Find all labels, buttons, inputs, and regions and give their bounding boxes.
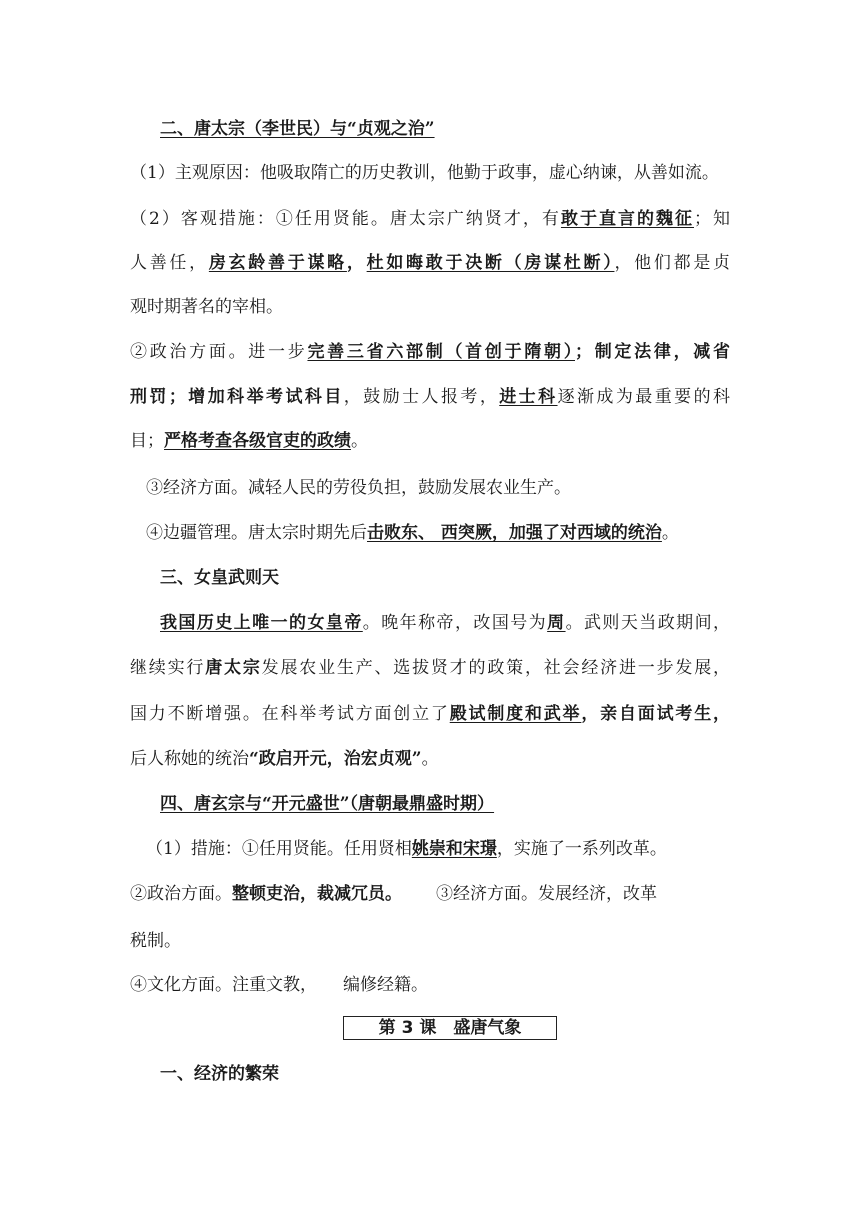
wu-zetian-line-2: 继续实行唐太宗发展农业生产、选拔贤才的政策，社会经济进一步发展， <box>130 658 731 678</box>
section-2-heading: 二、唐太宗（李世民）与“贞观之治” <box>160 119 435 139</box>
xuanzong-measure-3: 税制。 <box>130 931 181 951</box>
measure-1-line-3: 观时期著名的宰相。 <box>130 297 283 317</box>
measure-4: ④边疆管理。唐太宗时期先后击败东、 西突厥，加强了对西域的统治。 <box>146 523 679 543</box>
lesson-3-title: 第 3 课 盛唐气象 <box>343 1016 557 1040</box>
wu-zetian-line-1: 我国历史上唯一的女皇帝。晚年称帝，改国号为周。武则天当政期间， <box>160 613 731 633</box>
measure-2-line-2: 刑罚；增加科举考试科目，鼓励士人报考，进士科逐渐成为最重要的科 <box>130 387 731 407</box>
section-3-heading: 三、女皇武则天 <box>160 568 279 588</box>
wu-zetian-line-4: 后人称她的统治“政启开元，治宏贞观”。 <box>130 749 439 769</box>
measure-1-line-2: 人善任，房玄龄善于谋略，杜如晦敢于决断（房谋杜断），他们都是贞 <box>130 253 731 273</box>
lesson-3-subheading: 一、经济的繁荣 <box>160 1064 279 1084</box>
xuanzong-measure-1: （1）措施：①任用贤能。任用贤相姚崇和宋璟，实施了一系列改革。 <box>146 839 667 859</box>
subjective-reason: （1）主观原因：他吸取隋亡的历史教训，他勤于政事，虚心纳谏，从善如流。 <box>130 163 719 183</box>
wu-zetian-line-3: 国力不断增强。在科举考试方面创立了殿试制度和武举，亲自面试考生， <box>130 704 731 724</box>
measure-3: ③经济方面。减轻人民的劳役负担，鼓励发展农业生产。 <box>146 478 571 498</box>
xuanzong-measure-4: ④文化方面。注重文教， 编修经籍。 <box>130 975 428 995</box>
section-4-heading: 四、唐玄宗与“开元盛世”（唐朝最鼎盛时期） <box>160 794 495 814</box>
measure-2-line-1: ②政治方面。进一步完善三省六部制（首创于隋朝）；制定法律，减省 <box>130 342 731 362</box>
measure-1-line-1: （2）客观措施：①任用贤能。唐太宗广纳贤才，有敢于直言的魏征；知 <box>130 209 731 229</box>
xuanzong-measure-2: ②政治方面。整顿吏治，裁减冗员。 ③经济方面。发展经济，改革 <box>130 884 657 904</box>
measure-2-line-3: 目；严格考查各级官吏的政绩。 <box>130 431 368 451</box>
